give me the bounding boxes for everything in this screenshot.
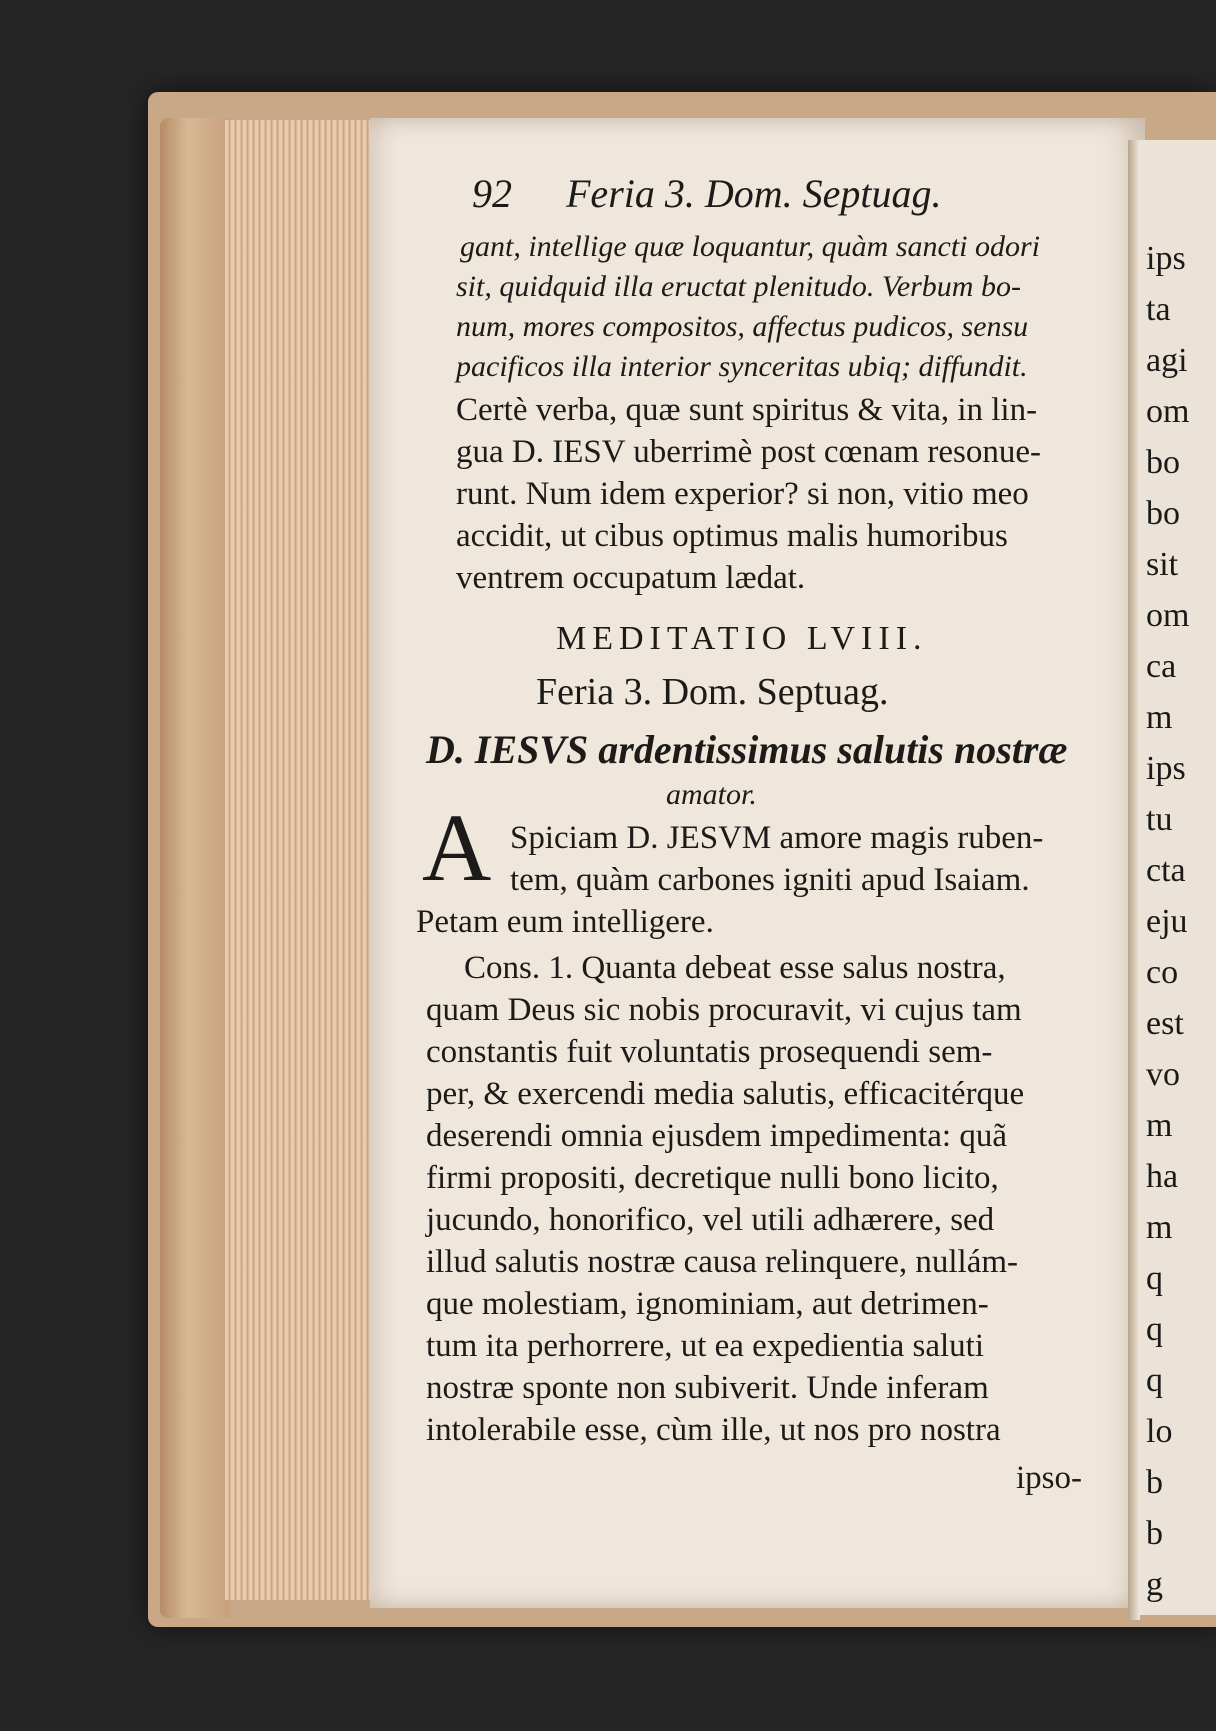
- text-line: runt. Num idem experior? si non, vitio meo: [456, 476, 1029, 512]
- text-line: Cons. 1. Quanta debeat esse salus nostra,: [464, 950, 1006, 986]
- page-number: 92: [472, 171, 512, 216]
- facing-page-fragment: cta: [1146, 852, 1186, 889]
- facing-page-fragment: m: [1146, 1107, 1173, 1144]
- page-gutter: [1128, 140, 1140, 1620]
- text-line: gua D. IESV uberrimè post cœnam resonue-: [456, 434, 1041, 470]
- facing-page-fragment: q: [1146, 1260, 1163, 1297]
- text-line: accidit, ut cibus optimus malis humoribus: [456, 518, 1008, 554]
- text-line: intolerabile esse, cùm ille, ut nos pro nostra: [426, 1412, 1001, 1448]
- meditation-subheading: Feria 3. Dom. Septuag.: [536, 671, 889, 713]
- book-spine-edge: [160, 118, 230, 1618]
- facing-page-fragment: q: [1146, 1311, 1163, 1348]
- text-line: num, mores compositos, affectus pudicos, sensu: [456, 310, 1029, 343]
- running-title: Feria 3. Dom. Septuag.: [566, 171, 942, 216]
- text-line: firmi propositi, decretique nulli bono licito,: [426, 1160, 999, 1196]
- text-line: Spiciam D. JESVM amore magis ruben-: [510, 820, 1044, 856]
- facing-page-fragment: om: [1146, 393, 1190, 430]
- facing-page-fragment: sit: [1146, 546, 1179, 583]
- facing-page-fragment: ips: [1146, 750, 1186, 787]
- text-line: jucundo, honorifico, vel utili adhærere, sed: [426, 1202, 995, 1238]
- text-line: gant, intellige quæ loquantur, quàm sancti odori: [460, 230, 1041, 263]
- facing-page-fragment: m: [1146, 699, 1173, 736]
- catchword: ipso-: [1016, 1460, 1082, 1496]
- meditation-heading: MEDITATIO LVIII.: [556, 620, 928, 657]
- meditation-title: D. IESVS ardentissimus salutis nostræ: [426, 727, 1068, 772]
- facing-page-fragment: eju: [1146, 903, 1188, 940]
- text-line: ventrem occupatum lædat.: [456, 560, 806, 596]
- text-line: deserendi omnia ejusdem impedimenta: quã: [426, 1118, 1007, 1154]
- text-line: que molestiam, ignominiam, aut detrimen-: [426, 1286, 989, 1322]
- facing-page-fragment: est: [1146, 1005, 1184, 1042]
- text-line: Petam eum intelligere.: [416, 904, 714, 940]
- facing-page-fragment: lo: [1146, 1413, 1173, 1450]
- facing-page-fragment: ca: [1146, 648, 1177, 685]
- facing-page-fragment: b: [1146, 1515, 1163, 1552]
- text-line: quam Deus sic nobis procuravit, vi cujus tam: [426, 992, 1022, 1028]
- facing-page-fragment: agi: [1146, 342, 1188, 379]
- facing-page: [1140, 140, 1216, 1615]
- facing-page-fragment: ips: [1146, 240, 1186, 277]
- meditation-title-end: amator.: [666, 778, 757, 811]
- text-line: pacificos illa interior synceritas ubiq; diffundit.: [456, 350, 1028, 383]
- text-line: constantis fuit voluntatis prosequendi sem-: [426, 1034, 993, 1070]
- text-line: Certè verba, quæ sunt spiritus & vita, in lin-: [456, 392, 1038, 428]
- text-line: tum ita perhorrere, ut ea expedientia saluti: [426, 1328, 985, 1364]
- facing-page-fragment: om: [1146, 597, 1190, 634]
- facing-page-fragment: g: [1146, 1566, 1163, 1603]
- facing-page-fragment: ha: [1146, 1158, 1179, 1195]
- text-line: tem, quàm carbones igniti apud Isaiam.: [510, 862, 1030, 898]
- text-line: sit, quidquid illa eructat plenitudo. Verbum bo-: [456, 270, 1021, 303]
- drop-cap: A: [422, 794, 492, 901]
- facing-page-fragment: vo: [1146, 1056, 1180, 1093]
- facing-page-fragment: ta: [1146, 291, 1171, 328]
- text-line: illud salutis nostræ causa relinquere, nullám-: [426, 1244, 1019, 1280]
- text-line: per, & exercendi media salutis, efficacitérque: [426, 1076, 1025, 1112]
- text-line: nostræ sponte non subiverit. Unde inferam: [426, 1370, 989, 1406]
- facing-page-fragment: q: [1146, 1362, 1163, 1399]
- facing-page-fragment: bo: [1146, 444, 1180, 481]
- facing-page-fragment: tu: [1146, 801, 1173, 838]
- facing-page-fragment: b: [1146, 1464, 1163, 1501]
- facing-page-fragment: m: [1146, 1209, 1173, 1246]
- facing-page-fragment: bo: [1146, 495, 1180, 532]
- facing-page-fragment: co: [1146, 954, 1179, 991]
